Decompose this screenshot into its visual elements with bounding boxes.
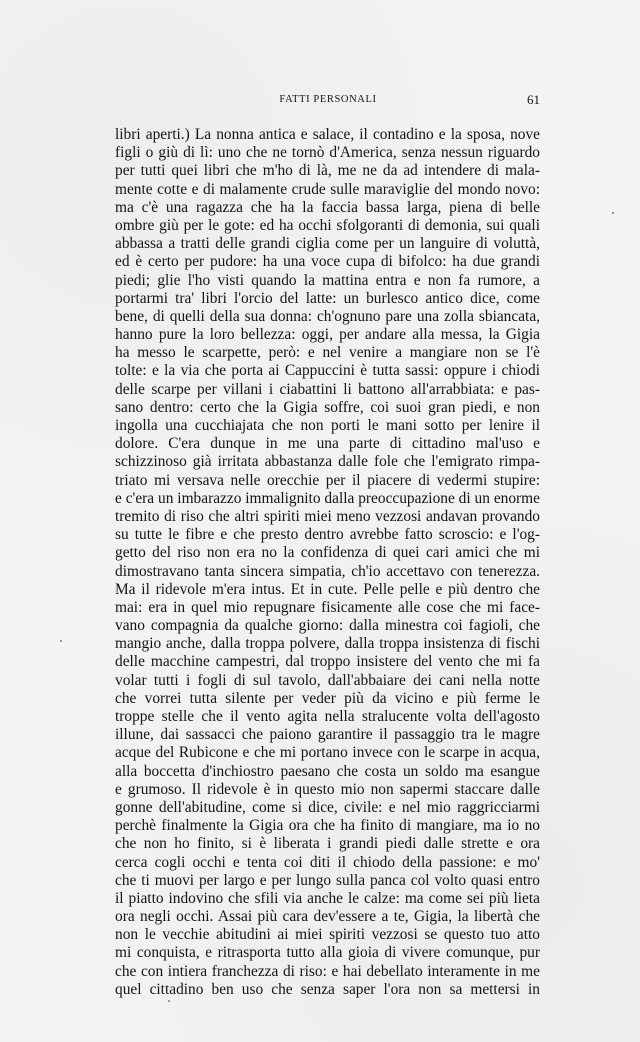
text-line: troppe stelle che il vento agita nella stralucente volta dell'agosto (115, 708, 540, 725)
text-line: per tutti quei libri che m'ho di là, me ne da ad intendere di mala- (115, 162, 540, 180)
text-line: acque del Rubicone e che mi portano invece con le scarpe in acqua, (115, 744, 540, 762)
text-line: abbassa a tratti delle grandi ciglia come per un languire di voluttà, (115, 235, 540, 253)
text-line: delle scarpe per villani i ciabattini li battono all'arrabbiata: e pas- (115, 380, 540, 398)
text-line: mangio anche, dalla troppa polvere, dalla troppa insistenza di fischi (115, 635, 540, 653)
text-line: ed è certo per pudore: ha una voce cupa di bifolco: ha due grandi (115, 253, 540, 271)
text-line: che con intiera franchezza di riso: e hai debellato interamente in me (115, 962, 540, 980)
text-line: il piatto indovino che sfili via anche le calze: ma come sei più lieta (115, 889, 540, 907)
text-line: bene, di quelli della sua donna: ch'ognuno pare una zolla sbiancata, (115, 307, 540, 325)
text-line: illune, dai sassacci che paiono garantire il passaggio tra le magre (115, 726, 540, 744)
text-line: getto del riso non era no la confidenza di quei cari amici che mi (115, 544, 540, 562)
text-line: delle macchine campestri, dal troppo insistere del vento che mi fa (115, 653, 540, 671)
text-line: hanno pure la loro bellezza: oggi, per andare alla messa, la Gigia (115, 326, 540, 344)
text-line: vano compagnia da qualche giorno: dalla minestra coi fagioli, che (115, 617, 540, 635)
text-line: ingolla una cucchiajata che non porti le mani sotto per lenire il (115, 417, 540, 434)
text-line: Ma il ridevole m'era intus. Et in cute. Pelle pelle e più dentro che (115, 580, 540, 598)
text-line: perchè finalmente la Gigia ora che ha finito di mangiare, ma io no (115, 817, 540, 835)
running-head: FATTI PERSONALI (279, 94, 377, 105)
text-line: dolore. C'era dunque in me una parte di cittadino mal'uso e (115, 435, 540, 453)
text-line: che vorrei tutta silente per veder più da vicino e più ferme le (115, 689, 540, 707)
text-line: ma c'è una ragazza che ha la faccia bassa larga, piena di belle (115, 198, 540, 216)
text-line: triato mi versava nelle orecchie per il piacere di vedermi stupire: (115, 471, 540, 489)
text-line: schizzinoso già irritata abbastanza dalle fole che l'emigrato rimpa- (115, 453, 540, 471)
text-line: gonne dell'abitudine, come si dice, civile: e nel mio raggricciarmi (115, 798, 540, 816)
text-line: dimostravano tanta sincera simpatia, ch'io accettavo con tenerezza. (115, 562, 540, 580)
paper-speck (60, 640, 62, 642)
text-line: tremito di riso che altri spiriti miei meno vezzosi andavan provando (115, 507, 540, 525)
text-line: portarmi tra' libri l'orcio del latte: un burlesco antico dice, come (115, 289, 540, 307)
text-line: mi conquista, e ritrasporta tutto alla gioia di vivere comunque, pur (115, 944, 540, 962)
text-line: mente cotte e di malamente crude sulle maraviglie del mondo novo: (115, 180, 540, 198)
text-line: e c'era un imbarazzo immalignito dalla preoccupazione di un enorme (115, 489, 540, 507)
text-line: su tutte le fibre e che presto dentro avrebbe fatto scroscio: e l'og- (115, 526, 540, 544)
text-line: mai: era in quel mio repugnare fisicamente alle cose che mi face- (115, 598, 540, 616)
text-line: quel cittadino ben uso che senza saper l'ora non sa mettersi in (115, 980, 540, 998)
text-line: sano dentro: certo che la Gigia soffre, coi suoi gran piedi, e non (115, 398, 540, 416)
text-line: tolte: e la via che porta ai Cappuccini è tutta sassi: oppure i chiodi (115, 362, 540, 380)
text-line: ombre giù per le gote: ed ha occhi sfolgoranti di demonia, sui quali (115, 216, 540, 234)
paper-speck (168, 1000, 170, 1002)
text-line: ora negli occhi. Assai più cara dev'essere a te, Gigia, la libertà che (115, 908, 540, 926)
text-line: e grumoso. Il ridevole è in questo mio non sapermi staccare dalle (115, 780, 540, 798)
paper-speck (612, 212, 614, 214)
text-line: libri aperti.) La nonna antica e salace, il contadino e la sposa, nove (115, 126, 540, 143)
text-line: ha messo le scarpette, però: e nel venire a mangiare non se l'è (115, 344, 540, 362)
text-line: alla boccetta d'inchiostro paesano che costa un soldo ma esangue (115, 762, 540, 780)
text-line: volar tutti i fogli di sul tavolo, dall'abbaiare dei cani nella notte (115, 671, 540, 689)
text-line: figli o giù di lì: uno che ne tornò d'America, senza nessun riguardo (115, 144, 540, 162)
body-text (115, 126, 540, 999)
text-line: piedi; glie l'ho visti quando la mattina entra e non fa rumore, a (115, 271, 540, 289)
page-number: 61 (527, 92, 540, 107)
page-header (116, 92, 540, 110)
text-line: cerca cogli occhi e tenta coi diti il chiodo della passione: e mo' (115, 853, 540, 871)
text-line: che non ho finito, si è liberata i grandi piedi dalle strette e ora (115, 835, 540, 853)
text-line: che ti muovi per largo e per lungo sulla panca col volto quasi entro (115, 871, 540, 889)
text-line: non le vecchie abitudini ai miei spiriti vezzosi se questo tuo atto (115, 926, 540, 944)
